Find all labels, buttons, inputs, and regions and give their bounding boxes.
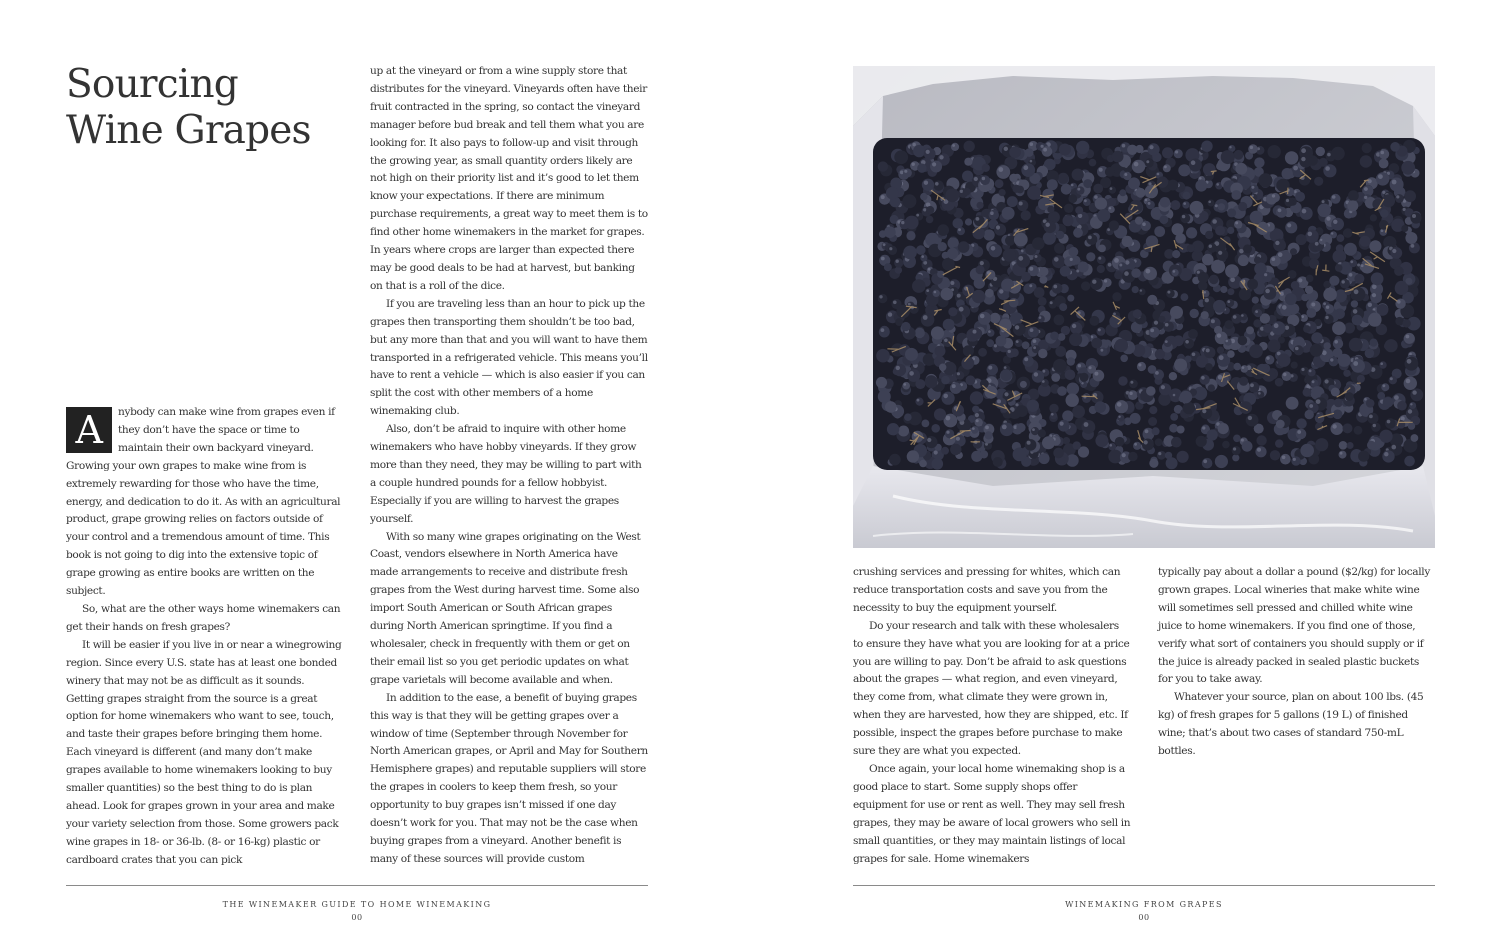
right-column-1 bbox=[853, 564, 1131, 868]
footer-rule bbox=[853, 885, 1435, 886]
paragraph: In addition to the ease, a benefit of buying grapes this way is that they will be getting grapes over a window of time (September through November for North American grapes, or April and May for Southern Hemisphere grapes) and reputable suppliers will store the grapes in coolers to keep them fresh, so your opportunity to buy grapes isn’t missed if one day doesn’t work for you. That may not be the case when buying grapes from a vineyard. Another benefit is many of these sources will provide custom bbox=[370, 691, 648, 865]
title-line-1: Sourcing bbox=[66, 62, 238, 107]
page-footer bbox=[66, 899, 648, 923]
page-title bbox=[66, 62, 356, 154]
grapes-image bbox=[853, 66, 1435, 548]
paragraph: up at the vineyard or from a wine supply store that distributes for the vineyard. Vineyards often have their fruit contracted in the spring, so contact the vineyard manager before bud break and tell them what you are looking for. It also pays to follow-up and visit through the growing year, as small quantity orders likely are not high on their priority list and it’s good to let them know your expectations. If there are minimum purchase requirements, a great way to meet them is to find other home winemakers in the market for grapes. In years where crops are larger than expected there may be good deals to be had at harvest, but banking on that is a roll of the dice. bbox=[370, 65, 648, 292]
paragraph: Do your research and talk with these wholesalers to ensure they have what you are looking for at a price you are willing to pay. Don’t be afraid to ask questions about the grapes — what region, and even vineyard, they come from, what climate they were grown in, when they are harvested, how they are shipped, etc. If possible, inspect the grapes before purchase to make sure they are what you expected. bbox=[853, 619, 1130, 758]
page-number: 00 bbox=[351, 913, 363, 922]
paragraph: So, what are the other ways home winemakers can get their hands on fresh grapes? bbox=[66, 602, 341, 633]
drop-cap: A bbox=[66, 407, 112, 453]
footer-rule bbox=[66, 885, 648, 886]
paragraph: If you are traveling less than an hour to pick up the grapes then transporting them shouldn’t be too bad, but any more than that and you will want to have them transported in a refrigerated vehicle. This means you’ll have to rent a vehicle — which is also easier if you can split the cost with other members of a home winemaking club. bbox=[370, 297, 648, 418]
right-column-2 bbox=[1158, 564, 1436, 761]
paragraph: typically pay about a dollar a pound ($2/kg) for locally grown grapes. Local wineries that make white wine will sometimes sell pressed and chilled white wine juice to home winemakers. If you find one of those, verify what sort of containers you should supply or if the juice is already packed in sealed plastic buckets for you to take away. bbox=[1158, 566, 1430, 686]
running-title: THE WINEMAKER GUIDE TO HOME WINEMAKING bbox=[222, 900, 492, 909]
page-number: 00 bbox=[1138, 913, 1150, 922]
paragraph bbox=[66, 404, 342, 601]
left-column-2 bbox=[370, 63, 648, 869]
paragraph: With so many wine grapes originating on the West Coast, vendors elsewhere in North America have made arrangements to receive and distribute fresh grapes from the West during harvest time. Some also import South American or South African grapes during North American springtime. If you find a wholesaler, check in frequently with them or get on their email list so you get periodic updates on what grape varietals will become available and when. bbox=[370, 530, 641, 686]
grapes-photo bbox=[853, 66, 1435, 548]
left-column-1 bbox=[66, 404, 342, 870]
title-line-2: Wine Grapes bbox=[66, 108, 311, 153]
page-footer bbox=[853, 899, 1435, 923]
paragraph-text: nybody can make wine from grapes even if they don’t have the space or time to maintain their own backyard vineyard. Growing your own grapes to make wine from is extremely rewarding for those who have the time, energy, and dedication to do it. As with an agricultural product, grape growing relies on factors outside of your control and a tremendous amount of time. This book is not going to dig into the extensive topic of grape growing as entire books are written on the subject. bbox=[66, 406, 341, 598]
paragraph: It will be easier if you live in or near a winegrowing region. Since every U.S. state has at least one bonded winery that may not be as difficult as it sounds. Getting grapes straight from the source is a great option for home winemakers who want to see, touch, and taste their grapes before bringing them home. Each vineyard is different (and many don’t make grapes available to home winemakers looking to buy smaller quantities) so the best thing to do is plan ahead. Look for grapes grown in your area and make your variety selection from those. Some growers pack wine grapes in 18- or 36-lb. (8- or 16-kg) plastic or cardboard crates that you can pick bbox=[66, 638, 342, 866]
paragraph: Also, don’t be afraid to inquire with other home winemakers who have hobby vineyards. If they grow more than they need, they may be willing to part with a couple hundred pounds for a fellow hobbyist. Especially if you are willing to harvest the grapes yourself. bbox=[370, 423, 642, 525]
right-page bbox=[750, 0, 1500, 938]
paragraph: Whatever your source, plan on about 100 lbs. (45 kg) of fresh grapes for 5 gallons (19 L) of finished wine; that’s about two cases of standard 750-mL bottles. bbox=[1158, 691, 1424, 758]
running-title: WINEMAKING FROM GRAPES bbox=[1065, 900, 1223, 909]
paragraph: Once again, your local home winemaking shop is a good place to start. Some supply shops offer equipment for use or rent as well. They may sell fresh grapes, they may be aware of local growers who sell in small quantities, or they may maintain listings of local grapes for sale. Home winemakers bbox=[853, 762, 1131, 865]
paragraph: crushing services and pressing for whites, which can reduce transportation costs and save you from the necessity to buy the equipment yourself. bbox=[853, 566, 1121, 614]
